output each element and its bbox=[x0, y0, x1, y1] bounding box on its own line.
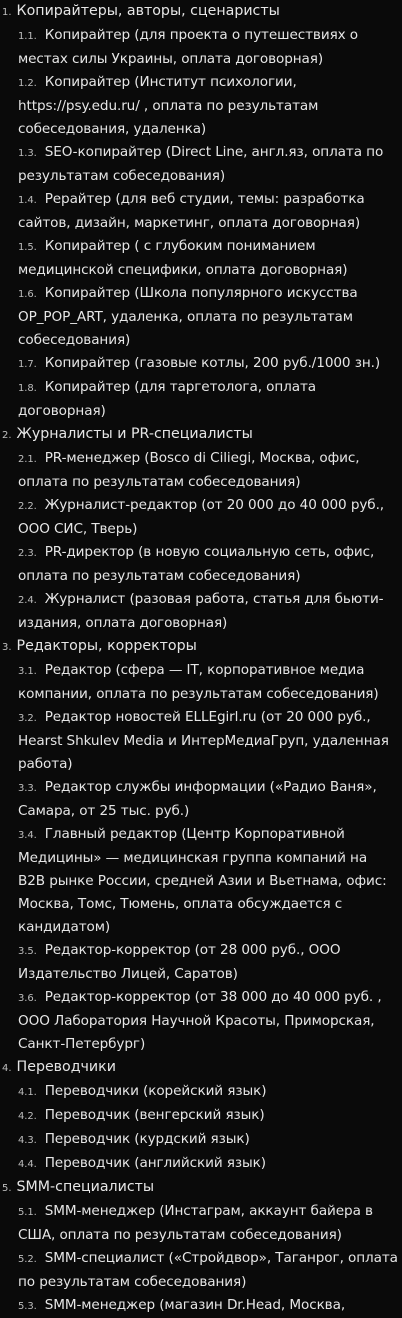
list-item bbox=[0, 706, 402, 776]
item-text: Редактор новостей ELLEgirl.ru (от 20 000 руб., Hearst Shkulev Media и ИнтерМедиаГруп, удаленная работа) bbox=[18, 709, 389, 772]
list-item bbox=[0, 659, 402, 706]
item-text: Переводчик (английский язык) bbox=[44, 1155, 266, 1171]
list-item bbox=[0, 541, 402, 588]
item-number: 3.2. bbox=[18, 713, 37, 724]
item-number: 3.3. bbox=[18, 783, 37, 794]
section bbox=[0, 0, 402, 423]
item-text: Копирайтер (Институт психологии, https://psy.edu.ru/ , оплата по результатам собеседования, удаленка) bbox=[18, 74, 319, 137]
list-item bbox=[0, 141, 402, 188]
list-item bbox=[0, 494, 402, 541]
item-number: 2.3. bbox=[18, 548, 37, 559]
item-number: 1.6. bbox=[18, 289, 37, 300]
list-item bbox=[0, 939, 402, 986]
section-number: 5. bbox=[2, 1183, 12, 1194]
item-text: Главный редактор (Центр Корпоративной Медицины» — медицинская группа компаний на B2B рынке России, средней Азии и Вьетнама, офис: Москва, Томс, Тюмень, оплата обсуждается с кандидатом) bbox=[18, 826, 387, 935]
item-number: 4.2. bbox=[18, 1111, 37, 1122]
item-number: 2.4. bbox=[18, 595, 37, 606]
item-number: 1.3. bbox=[18, 148, 37, 159]
list-item bbox=[0, 776, 402, 823]
item-number: 5.3. bbox=[18, 1301, 37, 1312]
list-item bbox=[0, 1200, 402, 1247]
item-number: 3.1. bbox=[18, 666, 37, 677]
section-title: Журналисты и PR-специалисты bbox=[16, 426, 253, 442]
item-text: Переводчики (корейский язык) bbox=[44, 1083, 267, 1099]
section-title: SMM-специалисты bbox=[16, 1179, 155, 1195]
item-text: Редактор (сфера — IT, корпоративное медиа компании, оплата по результатам собеседования) bbox=[18, 662, 379, 702]
item-text: Копирайтер (для таргетолога, оплата договорная) bbox=[18, 379, 317, 419]
item-number: 3.6. bbox=[18, 993, 37, 1004]
item-number: 2.1. bbox=[18, 454, 37, 465]
section-title: Редакторы, корректоры bbox=[16, 638, 197, 654]
item-text: Копирайтер (для проекта о путешествиях о местах силы Украины, оплата договорная) bbox=[18, 27, 359, 67]
section bbox=[0, 1176, 402, 1318]
section bbox=[0, 423, 402, 635]
item-number: 3.5. bbox=[18, 946, 37, 957]
list-item bbox=[0, 588, 402, 635]
item-number: 1.1. bbox=[18, 31, 37, 42]
list-item bbox=[0, 188, 402, 235]
list-item bbox=[0, 24, 402, 71]
item-number: 4.4. bbox=[18, 1159, 37, 1170]
list-item bbox=[0, 1128, 402, 1152]
list-item bbox=[0, 447, 402, 494]
item-text: Редактор-корректор (от 38 000 до 40 000 руб. , ООО Лаборатория Научной Красоты, Приморская, Санкт-Петербург) bbox=[18, 989, 382, 1052]
list-item bbox=[0, 986, 402, 1056]
item-text: SMM-менеджер (Инстаграм, аккаунт байера в США, оплата по результатам собеседования) bbox=[18, 1203, 373, 1243]
item-text: Редактор службы информации («Радио Ваня», Самара, от 25 тыс. руб.) bbox=[18, 779, 377, 819]
list-item bbox=[0, 1247, 402, 1294]
item-text: Рерайтер (для веб студии, темы: разработка сайтов, дизайн, маркетинг, оплата договорная) bbox=[18, 191, 365, 231]
item-text: SMM-менеджер (магазин Dr.Head, Москва, bbox=[44, 1297, 346, 1313]
section-title: Копирайтеры, авторы, сценаристы bbox=[16, 3, 280, 19]
item-number: 2.2. bbox=[18, 501, 37, 512]
section-title: Переводчики bbox=[16, 1059, 116, 1075]
item-text: Редактор-корректор (от 28 000 руб., ООО Издательство Лицей, Саратов) bbox=[18, 942, 341, 982]
section-heading bbox=[0, 423, 402, 447]
section-heading bbox=[0, 1176, 402, 1200]
list-item bbox=[0, 235, 402, 282]
item-number: 5.2. bbox=[18, 1254, 37, 1265]
item-text: Копирайтер (газовые котлы, 200 руб./1000 зн.) bbox=[44, 355, 381, 371]
list-item bbox=[0, 1294, 402, 1318]
item-text: Копирайтер ( с глубоким пониманием медицинской специфики, оплата договорная) bbox=[18, 238, 348, 278]
list-item bbox=[0, 1080, 402, 1104]
item-text: PR-директор (в новую социальную сеть, офис, оплата по результатам собеседования) bbox=[18, 544, 375, 584]
item-text: SMM-специалист («Стройдвор», Таганрог, оплата по результатам собеседования) bbox=[18, 1250, 398, 1290]
item-number: 4.3. bbox=[18, 1135, 37, 1146]
item-number: 1.4. bbox=[18, 195, 37, 206]
section-heading bbox=[0, 1056, 402, 1080]
list-item bbox=[0, 1104, 402, 1128]
section-number: 4. bbox=[2, 1063, 12, 1074]
list-item bbox=[0, 282, 402, 352]
item-number: 4.1. bbox=[18, 1087, 37, 1098]
list-item bbox=[0, 376, 402, 423]
item-text: Переводчик (венгерский язык) bbox=[44, 1107, 265, 1123]
section-number: 3. bbox=[2, 642, 12, 653]
list-item bbox=[0, 823, 402, 939]
section bbox=[0, 1056, 402, 1176]
section bbox=[0, 635, 402, 1056]
section-heading bbox=[0, 0, 402, 24]
list-item bbox=[0, 1152, 402, 1176]
section-number: 2. bbox=[2, 430, 12, 441]
item-text: Журналист-редактор (от 20 000 до 40 000 руб., ООО СИС, Тверь) bbox=[18, 497, 385, 537]
item-number: 1.8. bbox=[18, 383, 37, 394]
item-text: SEO-копирайтер (Direct Line, англ.яз, оплата по результатам собеседования) bbox=[18, 144, 384, 184]
item-text: Переводчик (курдский язык) bbox=[44, 1131, 250, 1147]
list-item bbox=[0, 352, 402, 376]
item-text: PR-менеджер (Bosco di Ciliegi, Москва, офис, оплата по результатам собеседования) bbox=[18, 450, 360, 490]
item-text: Журналист (разовая работа, статья для бьюти-издания, оплата договорная) bbox=[18, 591, 384, 631]
item-number: 5.1. bbox=[18, 1207, 37, 1218]
item-number: 3.4. bbox=[18, 830, 37, 841]
item-number: 1.7. bbox=[18, 359, 37, 370]
item-text: Копирайтер (Школа популярного искусства OP_POP_ART, удаленка, оплата по результатам собеседования) bbox=[18, 285, 358, 348]
list-item bbox=[0, 71, 402, 141]
item-number: 1.5. bbox=[18, 242, 37, 253]
item-number: 1.2. bbox=[18, 78, 37, 89]
section-number: 1. bbox=[2, 7, 12, 18]
section-heading bbox=[0, 635, 402, 659]
